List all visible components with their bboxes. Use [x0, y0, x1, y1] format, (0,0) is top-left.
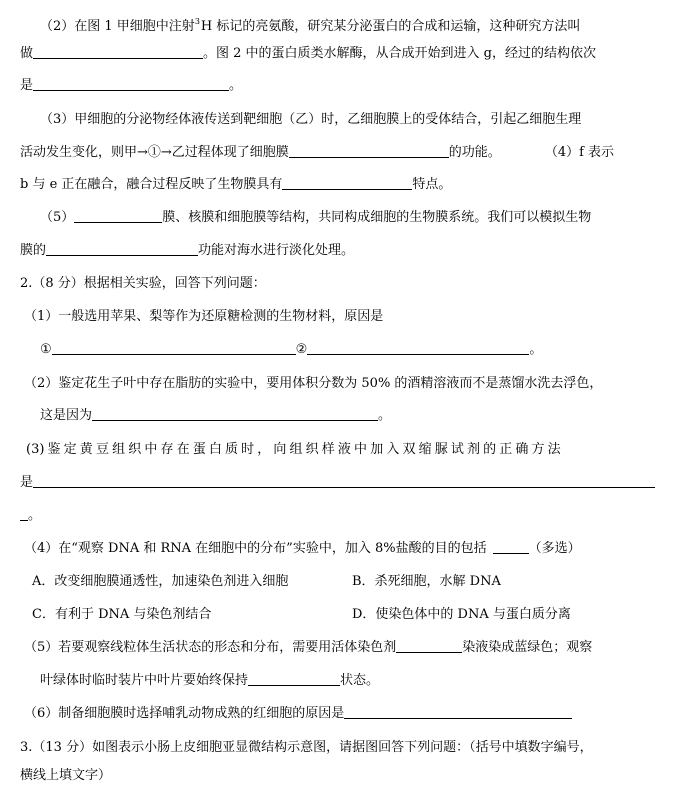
q2-option-b[interactable]: B．杀死细胞，水解 DNA: [352, 574, 501, 589]
answer-blank[interactable]: [20, 506, 28, 521]
q2-option-d[interactable]: D．使染色体中的 DNA 与蛋白质分离: [352, 607, 571, 622]
q3-title-cont: 横线上填文字）: [20, 768, 112, 783]
q2-part5-line2: 叶绿体时临时装片中叶片要始终保持 状态。: [40, 673, 380, 688]
answer-blank[interactable]: [289, 143, 449, 158]
q2-option-c[interactable]: C．有利于 DNA 与染色剂结合: [32, 607, 212, 622]
q1-part4-line: b 与 e 正在融合，融合过程反映了生物膜具有 特点。: [20, 177, 452, 192]
q1-part2-line1: （2）在图 1 甲细胞中注射$^3$H 标记的亮氨酸，研究某分泌蛋白的合成和运输，这种研究方法叫: [40, 17, 581, 34]
q3-title: 3.（13 分）如图表示小肠上皮细胞亚显微结构示意图，请据图回答下列问题：（括号中填数字编号，: [20, 740, 593, 755]
q2-part3-line3: 。: [20, 506, 682, 526]
answer-blank[interactable]: [52, 340, 296, 355]
q2-part5-line1: （5）若要观察线粒体生活状态的形态和分布，需要用活体染色剂 染液染成蓝绿色；观察: [24, 640, 593, 655]
answer-blank[interactable]: [396, 638, 462, 653]
q2-part6-line: （6）制备细胞膜时选择哺乳动物成熟的红细胞的原因是: [24, 704, 682, 724]
q1-part5-line1: （5） 膜、核膜和细胞膜等结构，共同构成细胞的生物膜系统。我们可以模拟生物: [40, 210, 592, 225]
q1-part2-line2: 做 。图 2 中的蛋白质类水解酶，从合成开始到进入 g，经过的结构依次: [20, 46, 597, 61]
answer-blank[interactable]: [307, 340, 529, 355]
q2-part2-line1: （2）鉴定花生子叶中存在脂肪的实验中，要用体积分数为 50% 的酒精溶液而不是蒸馏水洗去浮色，: [24, 376, 603, 391]
answer-blank[interactable]: [344, 704, 572, 719]
answer-blank[interactable]: [92, 406, 378, 421]
answer-blank[interactable]: [33, 76, 229, 91]
q2-option-a[interactable]: A．改变细胞膜通透性，加速染色剂进入细胞: [32, 574, 289, 589]
q1-part2-line3: 是 。: [20, 78, 243, 93]
q1-part3-line1: （3）甲细胞的分泌物经体液传送到靶细胞（乙）时，乙细胞膜上的受体结合，引起乙细胞生理: [40, 112, 582, 127]
q2-part1-answers: ① ② 。: [40, 342, 543, 357]
answer-blank[interactable]: [33, 473, 655, 488]
answer-blank[interactable]: [46, 241, 198, 256]
q2-title: 2.（8 分）根据相关实验，回答下列问题：: [20, 276, 266, 291]
q1-part5-line2: 膜的 功能对海水进行淡化处理。: [20, 243, 355, 258]
q2-part2-line2: 这是因为 。: [40, 408, 392, 423]
answer-blank[interactable]: [282, 175, 412, 190]
answer-blank[interactable]: [248, 671, 340, 686]
q2-part4-line: （4）在“观察 DNA 和 RNA 在细胞中的分布”实验中，加入 8%盐酸的目的包括 （多选）: [24, 541, 581, 556]
answer-blank[interactable]: [493, 539, 529, 554]
answer-blank[interactable]: [74, 208, 162, 223]
q2-part1-line: （1）一般选用苹果、梨等作为还原糖检测的生物材料，原因是: [24, 309, 384, 324]
q2-part3-line2: 是: [20, 473, 682, 493]
q1-part3-line2: 活动发生变化，则甲→①→乙过程体现了细胞膜 的功能。 （4）f 表示: [20, 145, 615, 160]
answer-blank[interactable]: [33, 44, 203, 59]
q2-part3-line1: (3) 鉴 定 黄 豆 组 织 中 存 在 蛋 白 质 时 ， 向 组 织 样 液 中 加 入 双 缩 脲 试 剂 的 正 确 方 法: [26, 442, 561, 457]
